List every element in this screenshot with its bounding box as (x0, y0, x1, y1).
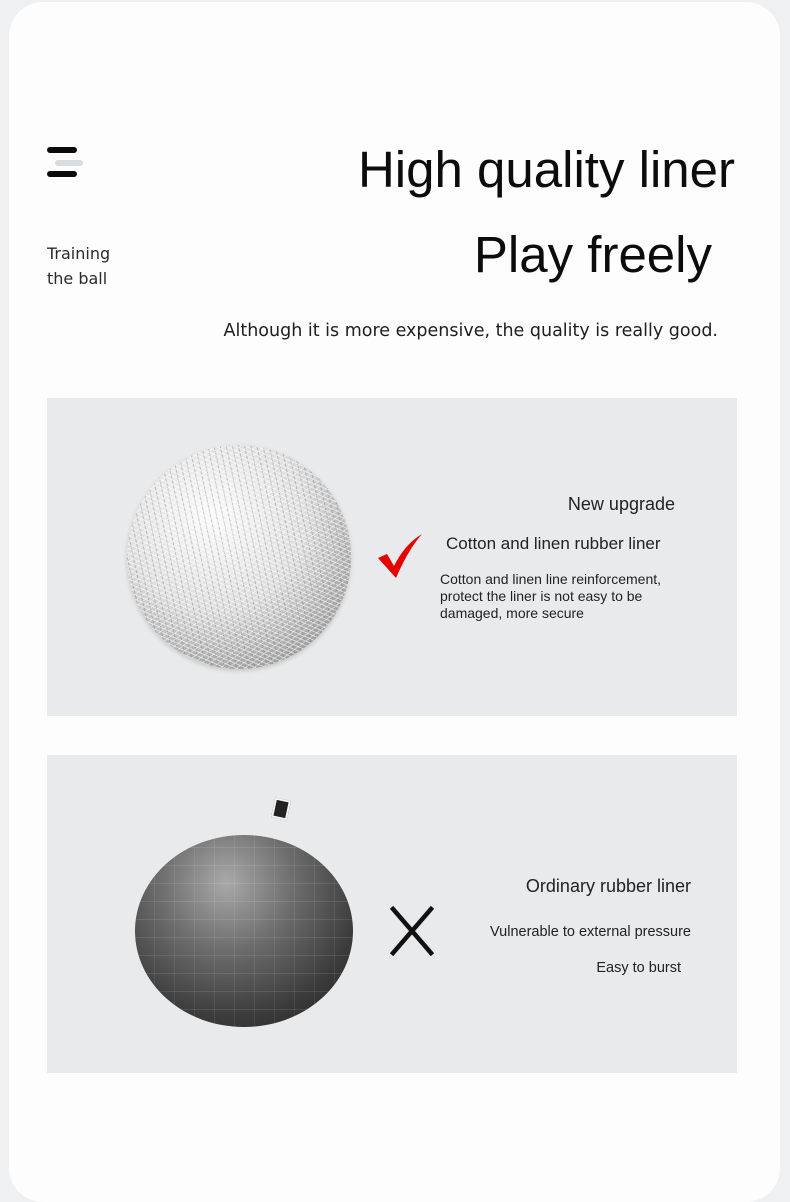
menu-bar-bottom (47, 171, 77, 177)
menu-bar-middle (55, 160, 83, 166)
upgrade-panel (47, 398, 737, 716)
side-label-line-2: the ball (47, 269, 108, 288)
upgrade-heading: New upgrade (567, 494, 675, 514)
page-title-line-2: Play freely (473, 226, 712, 283)
upgrade-desc-line-2: protect the liner is not easy to be (440, 588, 643, 604)
ordinary-liner-name: Ordinary rubber liner (525, 876, 691, 896)
ordinary-desc-line-2: Easy to burst (596, 960, 681, 976)
valve-icon (271, 798, 291, 821)
upgrade-liner-name: Cotton and linen rubber liner (446, 534, 661, 553)
ordinary-desc-line-1: Vulnerable to external pressure (490, 924, 691, 940)
menu-icon[interactable] (47, 147, 83, 179)
menu-bar-top (47, 147, 77, 153)
linen-liner-ball-image (127, 445, 351, 669)
cross-icon (389, 906, 435, 956)
page-subtitle: Although it is more expensive, the quality is really good. (223, 321, 718, 341)
page-title-line-1: High quality liner (357, 141, 735, 198)
checkmark-icon (375, 532, 425, 582)
upgrade-desc-line-3: damaged, more secure (440, 605, 584, 621)
side-label-line-1: Training (47, 244, 111, 263)
ordinary-panel (47, 755, 737, 1073)
upgrade-desc-line-1: Cotton and linen line reinforcement, (440, 571, 662, 587)
rubber-liner-ball-image (135, 835, 353, 1027)
